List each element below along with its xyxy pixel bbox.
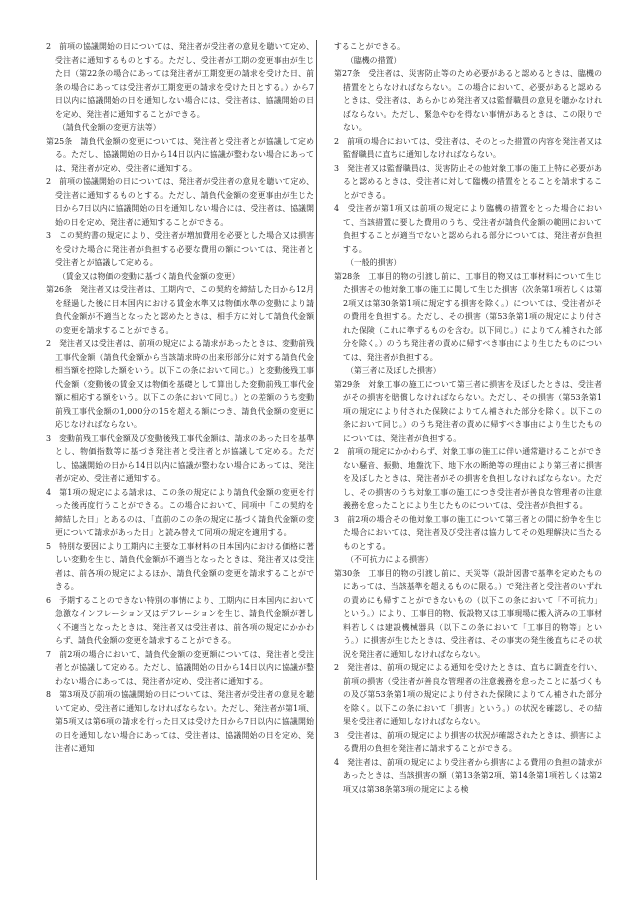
article-heading: （第三者に及ぼした損害） <box>346 366 441 375</box>
clause-paragraph: 2 前項の協議開始の日については、発注者が受注者の意見を聴いて定め、受注者に通知するものとする。ただし、受注者が工期の変更事由が生じた日（第22条の場合にあっては発注者が工期変更の請求を受けた日、前条の場合にあっては受注者が工期変更の請求を受けた日とする。）から7日以内に協議開始の日を通知しない場合には、受注者は、協議開始の日を定め、発注者に通知することができる。 <box>46 42 314 119</box>
clause-paragraph: 4 受注者が第1項又は前項の規定により臨機の措置をとった場合において、当該措置に要した費用のうち、受注者が請負代金額の範囲において負担することが適当でないと認められる部分については、発注者が負担する。 <box>334 204 602 254</box>
clause-paragraph: 第30条 工事目的物の引渡し前に、天災等（設計図書で基準を定めたものにあっては、当該基準を超えるものに限る。）で発注者と受注者のいずれの責めにも帰すことができないもの（以下この条において「不可抗力」という。）により、工事目的物、仮設物又は工事現場に搬入済みの工事材料若しくは建設機械器具（以下この条において「工事目的物等」という。）に損害が生じたときは、受注者は、その事実の発生後直ちにその状況を発注者に通知しなければならない。 <box>334 568 602 659</box>
article-heading: （賃金又は物価の変動に基づく請負代金額の変更） <box>58 271 240 281</box>
clause-paragraph: 第25条 請負代金額の変更については、発注者と受注者とが協議して定める。ただし、協議開始の日から14日以内に協議が整わない場合にあっては、発注者が定め、受注者に通知する。 <box>46 136 314 173</box>
clause-paragraph: 7 前2項の場合において、請負代金額の変更額については、発注者と受注者とが協議して定める。ただし、協議開始の日から14日以内に協議が整わない場合にあっては、発注者が定め、受注者に通知する。 <box>46 649 314 686</box>
clause-paragraph: 第29条 対象工事の施工について第三者に損害を及ぼしたときは、受注者がその損害を賠償しなければならない。ただし、その損害（第53条第1項の規定により付された保険によりてん補された部分を除く。以下この条において同じ。）のうち発注者の責めに帰すべき事由により生じたものについては、発注者が負担する。 <box>334 379 602 443</box>
clause-paragraph: 8 第3項及び前項の協議開始の日については、発注者が受注者の意見を聴いて定め、受注者に通知しなければならない。ただし、発注者が第1項、第5項又は第6項の請求を行った日又は受けた日から7日以内に協議開始の日を通知しない場合にあっては、受注者は、協議開始の日を定め、発注者に通知 <box>46 690 314 753</box>
article-heading: （不可抗力による損害） <box>346 555 433 564</box>
right-column <box>334 40 602 796</box>
clause-paragraph: 3 変動前残工事代金額及び変動後残工事代金額は、請求のあった日を基準とし、物価指数等に基づき発注者と受注者とが協議して定める。ただし、協議開始の日から14日以内に協議が整わない場合にあっては、発注者が定め、受注者に通知する。 <box>46 433 314 483</box>
left-column <box>46 40 314 756</box>
clause-paragraph: 2 発注者は、前項の規定による通知を受けたときは、直ちに調査を行い、前項の損害（受注者が善良な管理者の注意義務を怠ったことに基づくもの及び第53条第1項の規定により付された保険によりてん補された部分を除く。以下この条において「損害」という。）の状況を確認し、その結果を受注者に通知しなければならない。 <box>334 663 602 726</box>
clause-paragraph: することができる。 <box>334 42 406 51</box>
clause-paragraph: 3 発注者又は監督職員は、災害防止その他対象工事の施工上特に必要があると認めるときは、受注者に対して臨機の措置をとることを請求することができる。 <box>334 163 602 200</box>
column-divider <box>316 40 317 880</box>
clause-paragraph: 3 この契約書の規定により、受注者が増加費用を必要とした場合又は損害を受けた場合に発注者が負担する必要な費用の額については、発注者と受注者とが協議して定める。 <box>46 231 314 267</box>
clause-paragraph: 第26条 発注者又は受注者は、工期内で、この契約を締結した日から12月を経過した後に日本国内における賃金水準又は物価水準の変動により請負代金額が不適当となったと認めたときは、相手方に対して請負代金額の変更を請求することができる。 <box>46 285 314 335</box>
clause-paragraph: 2 前項の規定にかかわらず、対象工事の施工に伴い通常避けることができない騒音、振動、地盤沈下、地下水の断絶等の理由により第三者に損害を及ぼしたときは、発注者がその損害を負担しなければならない。ただし、その損害のうち対象工事の施工につき受注者が善良な管理者の注意義務を怠ったことにより生じたものについては、受注者が負担する。 <box>334 447 602 510</box>
clause-paragraph: 4 発注者は、前項の規定により受注者から損害による費用の負担の請求があったときは、当該損害の額（第13条第2項、第14条第1項若しくは第2項又は第38条第3項の規定による検 <box>334 757 602 794</box>
clause-paragraph: 2 前項の場合においては、受注者は、そのとった措置の内容を発注者又は監督職員に直ちに通知しなければならない。 <box>334 136 602 159</box>
clause-paragraph: 3 受注者は、前項の規定により損害の状況が確認されたときは、損害による費用の負担を発注者に請求することができる。 <box>334 730 602 753</box>
clause-paragraph: 6 予期することのできない特別の事情により、工期内に日本国内において急激なインフレーション又はデフレーションを生じ、請負代金額が著しく不適当となったときは、発注者又は受注者は、前各項の規定にかかわらず、請負代金額の変更を請求することができる。 <box>46 595 314 645</box>
clause-paragraph: 第27条 受注者は、災害防止等のため必要があると認めるときは、臨機の措置をとらなければならない。この場合において、必要があると認めるときは、受注者は、あらかじめ発注者又は監督職員の意見を聴かなければならない。ただし、緊急やむを得ない事情があるときは、この限りでない。 <box>334 69 602 132</box>
article-heading: （請負代金額の変更方法等） <box>58 123 161 132</box>
article-heading: （臨機の措置） <box>346 55 402 65</box>
article-heading: （一般的損害） <box>346 258 402 267</box>
clause-paragraph: 2 前項の協議開始の日については、発注者が受注者の意見を聴いて定め、受注者に通知するものとする。ただし、請負代金額の変更事由が生じた日から7日以内に協議開始の日を通知しない場合には、受注者は、協議開始の日を定め、発注者に通知することができる。 <box>46 177 314 227</box>
clause-paragraph: 2 発注者又は受注者は、前項の規定による請求があったときは、変動前残工事代金額（請負代金額から当該請求時の出来形部分に対する請負代金相当額を控除した額をいう。以下この条において同じ。）と変動後残工事代金額（変動後の賃金又は物価を基礎として算出した変動前残工事代金額に相応する額をいう。以下この条において同じ。）との差額のうち変動前残工事代金額の1,000分の15を超える額につき、請負代金額の変更に応じなければならない。 <box>46 339 314 429</box>
clause-paragraph: 第28条 工事目的物の引渡し前に、工事目的物又は工事材料について生じた損害その他対象工事の施工に関して生じた損害（次条第1項若しくは第2項又は第30条第1項に規定する損害を除く。）については、受注者がその費用を負担する。ただし、その損害（第53条第1項の規定により付された保険（これに準ずるものを含む。以下同じ。）によりてん補された部分を除く。）のうち発注者の責めに帰すべき事由により生じたものについては、発注者が負担する。 <box>334 271 602 362</box>
clause-paragraph: 4 第1項の規定による請求は、この条の規定により請負代金額の変更を行った後再度行うことができる。この場合において、同項中「この契約を締結した日」とあるのは、「直前のこの条の規定に基づく請負代金額の変更について請求があった日」と読み替えて同項の規定を適用する。 <box>46 487 314 537</box>
clause-paragraph: 5 特別な要因により工期内に主要な工事材料の日本国内における価格に著しい変動を生じ、請負代金額が不適当となったときは、発注者又は受注者は、前各項の規定によるほか、請負代金額の変更を請求することができる。 <box>46 541 314 591</box>
clause-paragraph: 3 前2項の場合その他対象工事の施工について第三者との間に紛争を生じた場合においては、発注者及び受注者は協力してその処理解決に当たるものとする。 <box>334 514 602 551</box>
